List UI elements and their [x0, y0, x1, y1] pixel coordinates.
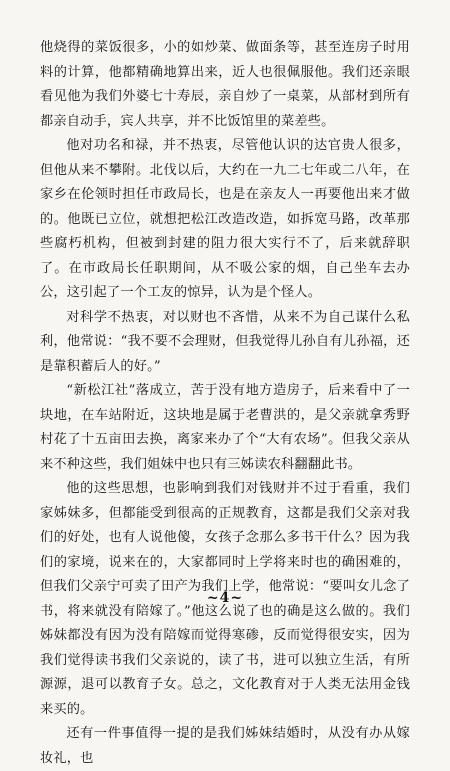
- page-number: ~4~: [206, 590, 244, 606]
- paragraph-5: 他的这些思想，也影响到我们对钱财并不过于看重，我们家姊妹多，但都能受到很高的正规教育，这都是我们父亲对我们的好处，也有人说他傻，女孩子念那么多书干什么？因为我们的家境，说来在的，大家都同时上学将来时也的确困难的，但我们父亲宁可卖了田产为我们上学，他常说：“要叫女儿念了书，将来就没有陪嫁了。”他这么说了也的确是这么做的。我们姊妹都没有因为没有陪嫁而觉得寒碜，反而觉得很安实，因为我们觉得读书我们父亲说的，读了书，进可以独立生活，有所源源，退可以教育子女。总之，文化教育对于人类无法用金钱来买的。: [40, 481, 410, 717]
- paragraph-4: “新松江社”落成立，苦于没有地方造房子，后来看中了一块地，在车站附近，这块地是属于老曹洪的，是父亲就拿秀野村花了十五亩田去换，离家来办了个“大有农场”。但我父亲从来不种这些，我们姐妹中也只有三姊读农科翻翻此书。: [40, 383, 410, 472]
- paragraph-3: 对科学不热衷，对以财也不吝惜，从来不为自己谋什么私利，他常说：“我不要不会理财，但我觉得儿孙自有儿孙福，还是靠积蓄后人的好。”: [40, 309, 410, 374]
- paragraph-1: 他烧得的菜饭很多，小的如炒菜、做面条等，甚至连房子时用料的计算，他都精确地算出来，近人也很佩服他。我们还亲眼看见他为我们外婆七十寿辰，亲自炒了一桌菜，从部材到所有都亲自动手，宾人共享，并不比饭馆里的菜差些。: [40, 40, 410, 129]
- paragraph-6: 还有一件事值得一提的是我们姊妹结婚时，从没有办从嫁妆礼，也: [40, 726, 410, 766]
- paragraph-2: 他对功名和禄，并不热衷，尽管他认识的达官贵人很多，但他从来不攀附。北伐以后，大约在一九二七年或二八年，在家乡在伦领时担任市政局长，也是在亲友人一再要他出来才做的。他既已立位，就想把松江改造改造，如拆宽马路，改革那些腐朽机构，但被到封建的阻力很大实行不了，后来就辞职了。在市政局长任职期间，从不吸公家的烟，自己坐车去办公，这引起了一个工友的惊异，认为是个怪人。: [40, 138, 410, 300]
